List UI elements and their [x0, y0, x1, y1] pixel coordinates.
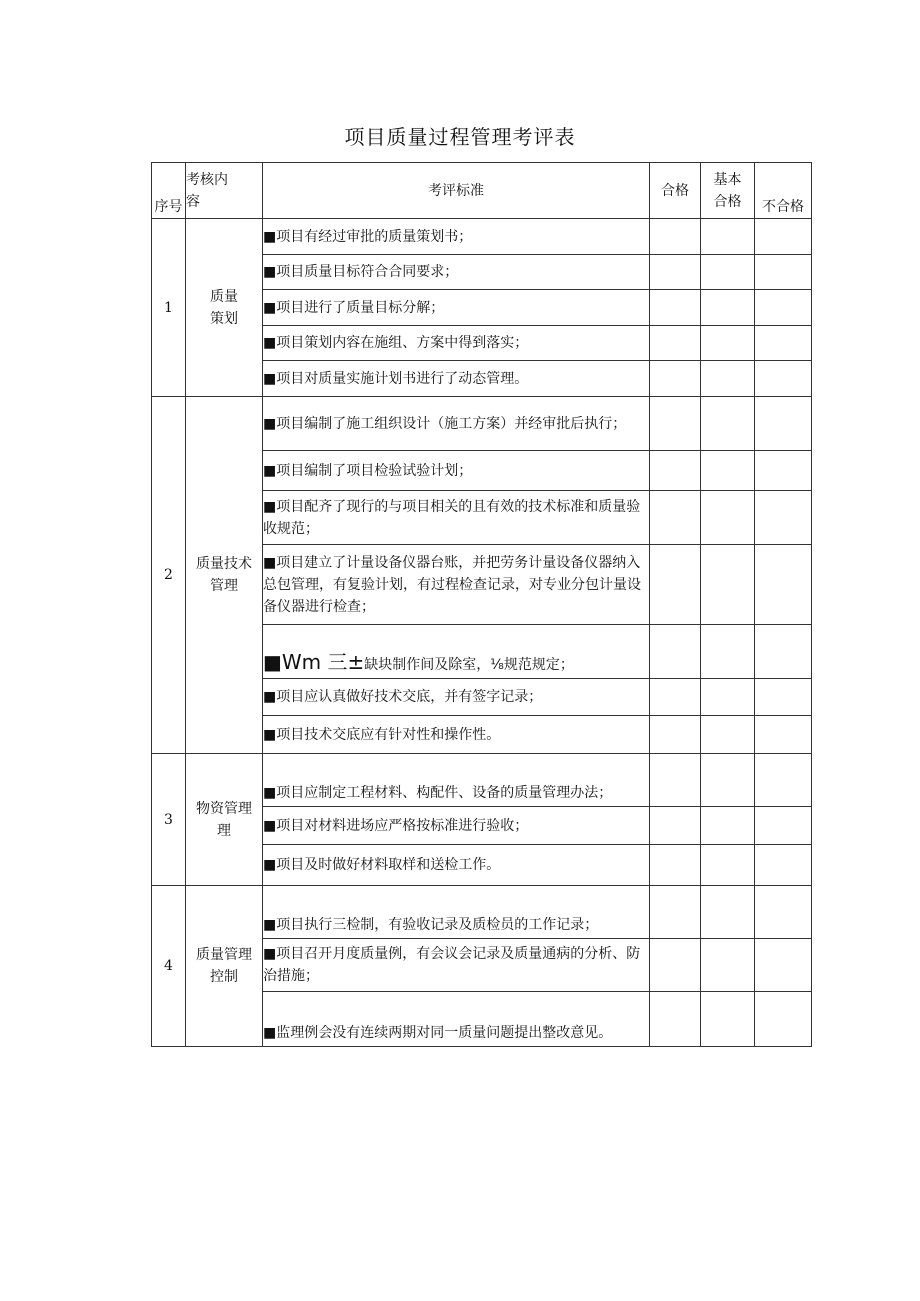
section-number: 2: [152, 397, 186, 754]
criteria-cell: ■项目技术交底应有针对性和操作性。: [263, 716, 650, 754]
basic-pass-checkbox-cell[interactable]: [701, 491, 755, 545]
section-item: [186, 886, 263, 1047]
criteria-cell: ■项目有经过审批的质量策划书；: [263, 219, 650, 255]
section-number: 3: [152, 754, 186, 886]
section-number: 4: [152, 886, 186, 1047]
pass-checkbox-cell[interactable]: [650, 845, 701, 886]
header-basic-line1: 基本: [713, 171, 742, 188]
criteria-cell: [263, 625, 650, 679]
pass-checkbox-cell[interactable]: [650, 491, 701, 545]
pass-checkbox-cell[interactable]: [650, 754, 701, 807]
basic-pass-checkbox-cell[interactable]: [701, 679, 755, 716]
basic-pass-checkbox-cell[interactable]: [701, 886, 755, 939]
basic-pass-checkbox-cell[interactable]: [701, 545, 755, 625]
pass-checkbox-cell[interactable]: [650, 255, 701, 290]
header-item-line1: 考核内: [186, 171, 228, 188]
section-item: [186, 397, 263, 754]
basic-pass-checkbox-cell[interactable]: [701, 290, 755, 326]
basic-pass-checkbox-cell[interactable]: [701, 754, 755, 807]
criteria-cell: ■项目编制了施工组织设计（施工方案）并经审批后执行；: [263, 397, 650, 451]
pass-checkbox-cell[interactable]: [650, 679, 701, 716]
fail-checkbox-cell[interactable]: [755, 326, 812, 361]
page-title: 项目质量过程管理考评表: [344, 125, 576, 149]
criteria-cell: ■监理例会没有连续两期对同一质量问题提出整改意见。: [263, 992, 650, 1047]
criteria-cell: ■项目质量目标符合合同要求；: [263, 255, 650, 290]
basic-pass-checkbox-cell[interactable]: [701, 939, 755, 992]
section-item-line1: 物资管理: [196, 800, 252, 817]
basic-pass-checkbox-cell[interactable]: [701, 451, 755, 491]
fail-checkbox-cell[interactable]: [755, 845, 812, 886]
pass-checkbox-cell[interactable]: [650, 886, 701, 939]
fail-checkbox-cell[interactable]: [755, 290, 812, 326]
criteria-cell: ■项目对材料进场应严格按标准进行验收；: [263, 807, 650, 845]
fail-checkbox-cell[interactable]: [755, 807, 812, 845]
header-row: [152, 163, 812, 219]
basic-pass-checkbox-cell[interactable]: [701, 992, 755, 1047]
criteria-cell: ■项目对质量实施计划书进行了动态管理。: [263, 361, 650, 397]
fail-checkbox-cell[interactable]: [755, 939, 812, 992]
pass-checkbox-cell[interactable]: [650, 992, 701, 1047]
header-basic-line2: 合格: [713, 193, 742, 210]
fail-checkbox-cell[interactable]: [755, 255, 812, 290]
fail-checkbox-cell[interactable]: [755, 625, 812, 679]
pass-checkbox-cell[interactable]: [650, 807, 701, 845]
basic-pass-checkbox-cell[interactable]: [701, 326, 755, 361]
header-criteria: 考评标准: [263, 163, 650, 219]
fail-checkbox-cell[interactable]: [755, 219, 812, 255]
pass-checkbox-cell[interactable]: [650, 451, 701, 491]
criteria-cell: ■项目策划内容在施组、方案中得到落实；: [263, 326, 650, 361]
table-row: [152, 397, 812, 451]
table-row: [152, 886, 812, 939]
section-item-line1: 质量: [210, 288, 238, 305]
criteria-cell: ■项目建立了计量设备仪器台账，并把劳务计量设备仪器纳入总包管理，有复验计划，有过程检查记录，对专业分包计量设备仪器进行检查；: [263, 545, 650, 625]
header-item-line2: 容: [186, 193, 200, 210]
header-fail: 不合格: [755, 163, 812, 219]
table-row: [152, 219, 812, 255]
pass-checkbox-cell[interactable]: [650, 219, 701, 255]
pass-checkbox-cell[interactable]: [650, 326, 701, 361]
fail-checkbox-cell[interactable]: [755, 679, 812, 716]
pass-checkbox-cell[interactable]: [650, 939, 701, 992]
header-item: [186, 163, 263, 219]
criteria-cell: ■项目执行三检制，有验收记录及质检员的工作记录；: [263, 886, 650, 939]
criteria-cell: ■项目进行了质量目标分解；: [263, 290, 650, 326]
criteria-cell: ■项目应认真做好技术交底，并有签字记录；: [263, 679, 650, 716]
section-item-line2: 策划: [210, 310, 238, 327]
pass-checkbox-cell[interactable]: [650, 290, 701, 326]
basic-pass-checkbox-cell[interactable]: [701, 219, 755, 255]
fail-checkbox-cell[interactable]: [755, 397, 812, 451]
section-item-line1: 质量技术: [196, 556, 252, 572]
basic-pass-checkbox-cell[interactable]: [701, 361, 755, 397]
evaluation-table: [151, 162, 812, 1047]
criteria-cell: ■项目召开月度质量例，有会议会记录及质量通病的分析、防治措施；: [263, 939, 650, 992]
table-row: [152, 754, 812, 807]
pass-checkbox-cell[interactable]: [650, 545, 701, 625]
section-item-line2: 管理: [210, 578, 238, 594]
criteria-cell: ■项目配齐了现行的与项目相关的且有效的技术标准和质量验收规范；: [263, 491, 650, 545]
pass-checkbox-cell[interactable]: [650, 716, 701, 754]
section-item-line2: 理: [217, 822, 231, 839]
section-item: [186, 754, 263, 886]
criteria-cell: ■项目及时做好材料取样和送检工作。: [263, 845, 650, 886]
section-number: 1: [152, 219, 186, 397]
basic-pass-checkbox-cell[interactable]: [701, 845, 755, 886]
basic-pass-checkbox-cell[interactable]: [701, 255, 755, 290]
fail-checkbox-cell[interactable]: [755, 491, 812, 545]
fail-checkbox-cell[interactable]: [755, 754, 812, 807]
garbled-prefix: ■Wm 三±: [263, 650, 365, 674]
basic-pass-checkbox-cell[interactable]: [701, 807, 755, 845]
header-basic-pass: [701, 163, 755, 219]
basic-pass-checkbox-cell[interactable]: [701, 625, 755, 679]
basic-pass-checkbox-cell[interactable]: [701, 397, 755, 451]
criteria-text: 缺块制作间及除室，⅛规范规定；: [364, 657, 574, 673]
criteria-cell: ■项目编制了项目检验试验计划；: [263, 451, 650, 491]
section-item-line1: 质量管理: [196, 947, 252, 963]
basic-pass-checkbox-cell[interactable]: [701, 716, 755, 754]
section-item: [186, 219, 263, 397]
fail-checkbox-cell[interactable]: [755, 361, 812, 397]
fail-checkbox-cell[interactable]: [755, 716, 812, 754]
fail-checkbox-cell[interactable]: [755, 992, 812, 1047]
header-pass: 合格: [650, 163, 701, 219]
fail-checkbox-cell[interactable]: [755, 545, 812, 625]
pass-checkbox-cell[interactable]: [650, 397, 701, 451]
pass-checkbox-cell[interactable]: [650, 361, 701, 397]
fail-checkbox-cell[interactable]: [755, 451, 812, 491]
section-item-line2: 控制: [210, 969, 238, 985]
header-seq: 序号: [152, 163, 186, 219]
criteria-cell: ■项目应制定工程材料、构配件、设备的质量管理办法；: [263, 754, 650, 807]
fail-checkbox-cell[interactable]: [755, 886, 812, 939]
pass-checkbox-cell[interactable]: [650, 625, 701, 679]
